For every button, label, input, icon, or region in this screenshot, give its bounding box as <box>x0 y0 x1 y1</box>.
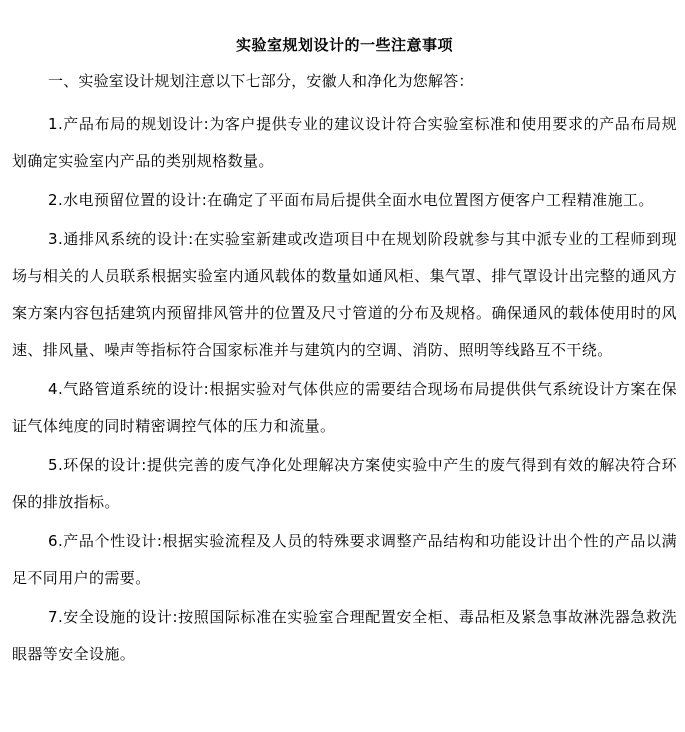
section-paragraph-6: 6.产品个性设计:根据实验流程及人员的特殊要求调整产品结构和功能设计出个性的产品以满足不同用户的需要。 <box>12 532 677 587</box>
section-paragraph-3: 3.通排风系统的设计:在实验室新建或改造项目中在规划阶段就参与其中派专业的工程师到现场与相关的人员联系根据实验室内通风载体的数量如通风柜、集气罩、排气罩设计出完整的通风方案方案内容包括建筑内预留排风管井的位置及尺寸管道的分布及规格。确保通风的载体使用时的风速、排风量、噪声等指标符合国家标准并与建筑内的空调、消防、照明等线路互不干绕。 <box>12 230 677 359</box>
intro-paragraph: 一、实验室设计规划注意以下七部分，安徽人和净化为您解答： <box>48 72 474 90</box>
document-title: 实验室规划设计的一些注意事项 <box>235 36 453 54</box>
section-paragraph-7: 7.安全设施的设计:按照国际标准在实验室合理配置安全柜、毒品柜及紧急事故淋洗器急救洗眼器等安全设施。 <box>12 608 677 663</box>
section-paragraph-5: 5.环保的设计:提供完善的废气净化处理解决方案使实验中产生的废气得到有效的解决符合环保的排放指标。 <box>12 456 677 511</box>
section-paragraph-2: 2.水电预留位置的设计:在确定了平面布局后提供全面水电位置图方便客户工程精准施工。 <box>48 191 654 209</box>
section-paragraph-4: 4.气路管道系统的设计:根据实验对气体供应的需要结合现场布局提供供气系统设计方案在保证气体纯度的同时精密调控气体的压力和流量。 <box>12 380 677 435</box>
section-paragraph-1: 1.产品布局的规划设计:为客户提供专业的建议设计符合实验室标准和使用要求的产品布局规划确定实验室内产品的类别规格数量。 <box>12 115 677 170</box>
